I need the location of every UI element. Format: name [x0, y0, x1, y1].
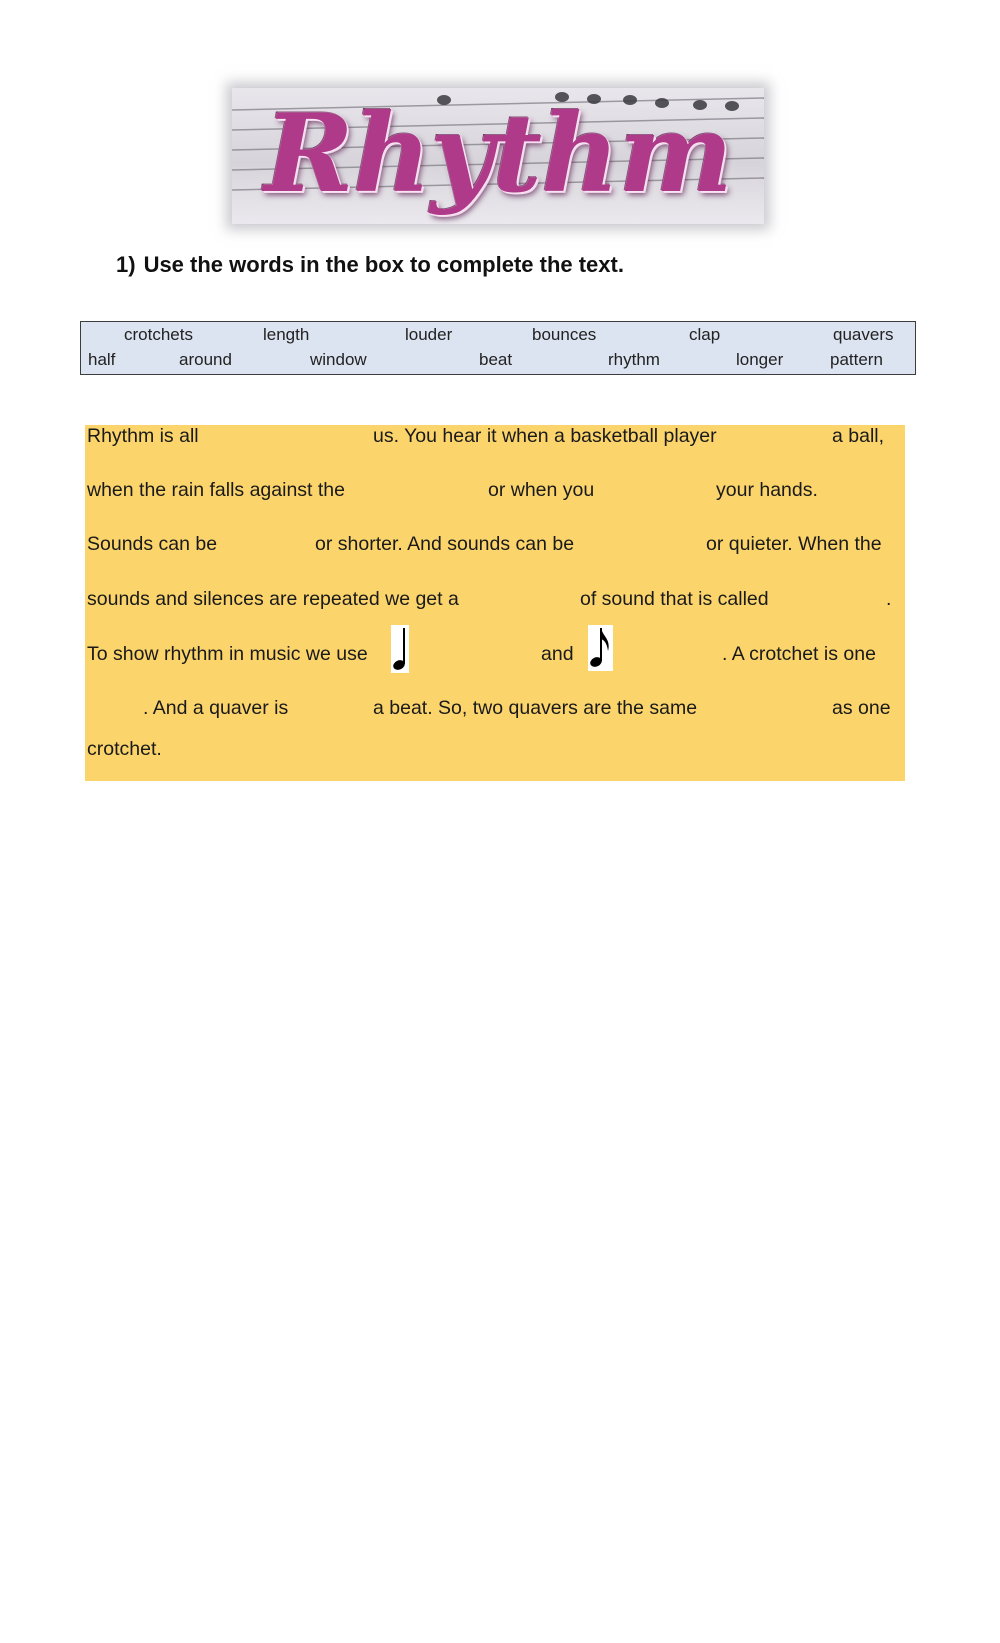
passage-text: Sounds can be	[87, 533, 218, 555]
passage-text: crotchet.	[87, 738, 162, 760]
exercise-number: 1)	[116, 252, 136, 277]
passage-text: a beat. So, two quavers are the same	[373, 697, 698, 719]
passage-text: us. You hear it when a basketball player	[373, 425, 717, 447]
word-box-item[interactable]: crotchets	[124, 325, 193, 344]
word-box	[80, 321, 916, 375]
passage-text: a ball,	[832, 425, 885, 447]
passage-text: and	[541, 643, 574, 665]
passage-text: or shorter. And sounds can be	[315, 533, 575, 555]
banner-title: Rhythm	[264, 91, 732, 217]
passage-text: . A crotchet is one	[722, 643, 876, 665]
word-box-item[interactable]: quavers	[833, 325, 894, 344]
word-box-item[interactable]: clap	[689, 325, 721, 344]
passage-text: your hands.	[716, 479, 818, 501]
rhythm-banner	[232, 88, 764, 224]
passage-text: . And a quaver is	[143, 697, 289, 719]
exercise-instruction: Use the words in the box to complete the text.	[143, 252, 624, 277]
passage-text: or quieter. When the	[706, 533, 882, 555]
passage-text: .	[886, 588, 892, 610]
quaver-note-icon	[588, 625, 613, 671]
exercise-heading	[116, 252, 624, 278]
word-box-item[interactable]: pattern	[830, 350, 883, 369]
passage-text: To show rhythm in music we use	[87, 643, 368, 665]
passage-text: as one	[832, 697, 891, 719]
word-box-item[interactable]: longer	[736, 350, 784, 369]
passage-text: Rhythm is all	[87, 425, 199, 447]
word-box-item[interactable]: rhythm	[608, 350, 660, 369]
word-box-item[interactable]: bounces	[532, 325, 597, 344]
passage-text: of sound that is called	[580, 588, 769, 610]
passage-text: or when you	[488, 479, 595, 501]
crotchet-note-icon	[391, 625, 409, 673]
cloze-passage	[85, 425, 905, 781]
word-box-item[interactable]: beat	[479, 350, 513, 369]
passage-text: when the rain falls against the	[87, 479, 345, 501]
word-box-item[interactable]: window	[310, 350, 367, 369]
word-box-item[interactable]: length	[263, 325, 310, 344]
word-box-item[interactable]: around	[179, 350, 232, 369]
passage-text: sounds and silences are repeated we get a	[87, 588, 459, 610]
word-box-item[interactable]: half	[88, 350, 116, 369]
word-box-item[interactable]: louder	[405, 325, 453, 344]
